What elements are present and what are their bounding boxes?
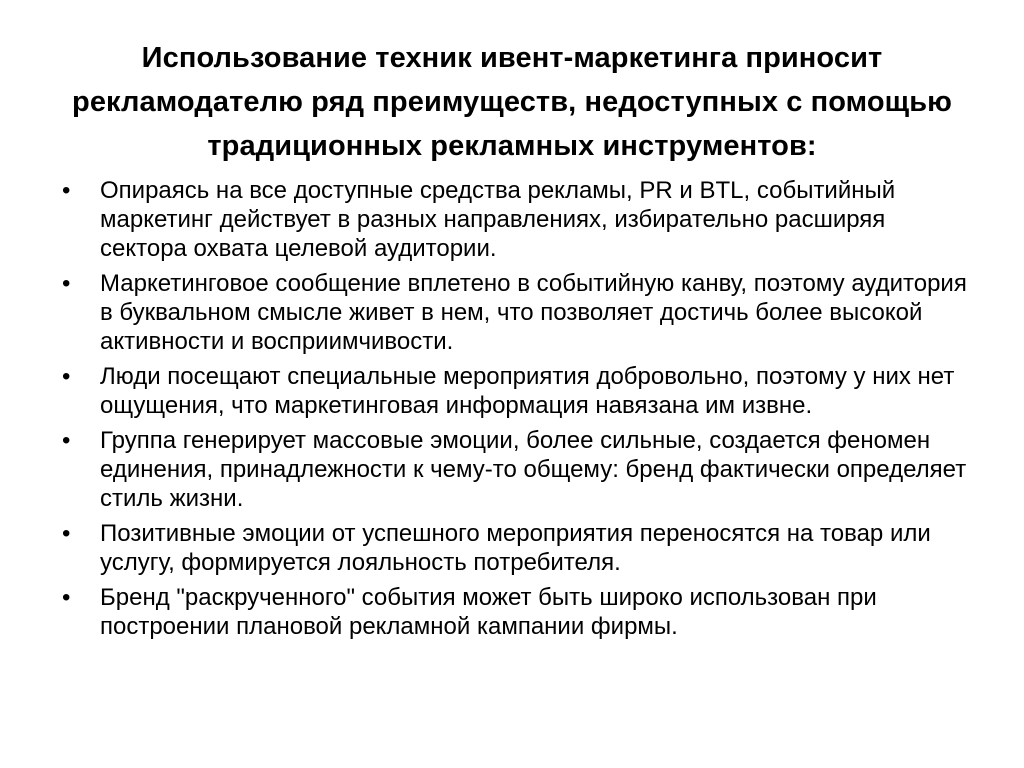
bullet-item (56, 519, 976, 577)
bullet-text: Опираясь на все доступные средства рекламы, PR и BTL, событийный маркетинг действует в разных направлениях, избирательно расширяя сектора охвата целевой аудитории. (100, 177, 896, 262)
bullet-list (56, 176, 976, 647)
bullet-text: Позитивные эмоции от успешного мероприятия переносятся на товар или услугу, формируется лояльность потребителя. (100, 520, 931, 576)
bullet-item (56, 583, 976, 641)
bullet-marker: • (62, 363, 71, 390)
bullet-text: Группа генерирует массовые эмоции, более сильные, создается феномен единения, принадлежности к чему-то общему: бренд фактически определяет стиль жизни. (100, 427, 967, 512)
bullet-marker: • (62, 584, 71, 611)
bullet-item (56, 426, 976, 513)
slide-title: Использование техник ивент-маркетинга приносит рекламодателю ряд преимуществ, недоступных с помощью традиционных рекламных инструментов: (72, 42, 952, 162)
bullet-marker: • (62, 270, 71, 297)
bullet-text: Бренд "раскрученного" события может быть широко использован при построении плановой рекламной кампании фирмы. (100, 584, 877, 640)
bullet-marker: • (62, 427, 71, 454)
bullet-item (56, 269, 976, 356)
bullet-text: Люди посещают специальные мероприятия добровольно, поэтому у них нет ощущения, что маркетинговая информация навязана им извне. (100, 363, 955, 419)
bullet-item (56, 362, 976, 420)
bullet-text: Маркетинговое сообщение вплетено в событийную канву, поэтому аудитория в буквальном смысле живет в нем, что позволяет достичь более высокой активности и восприимчивости. (100, 270, 967, 355)
bullet-marker: • (62, 520, 71, 547)
bullet-item (56, 176, 976, 263)
bullet-marker: • (62, 177, 71, 204)
